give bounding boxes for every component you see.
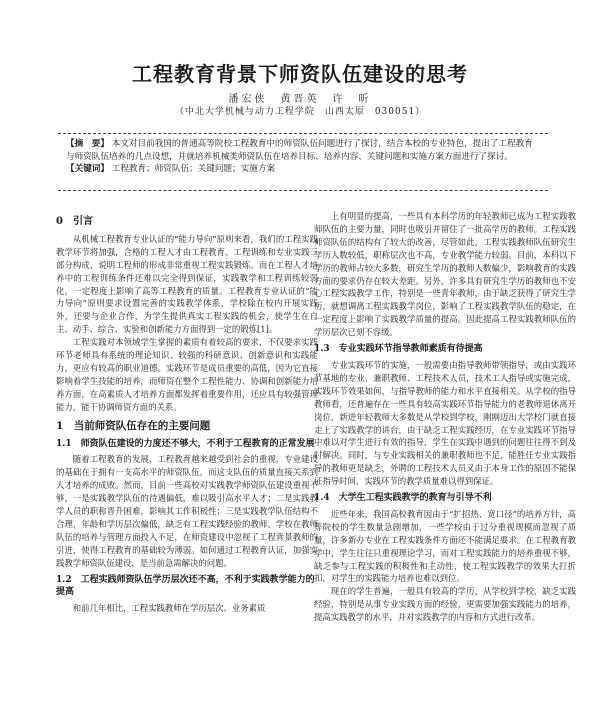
section-1-2-paragraph: 和前几年相比，工程实践教师在学历层次、业务素质 xyxy=(72,603,266,614)
paper-affiliation: （中北大学机械与动力工程学院 山西太原 030051） xyxy=(174,107,426,117)
section-0-paragraph-2: 工程实践对本领域学生掌握的素质有着较高的要求，不仅要求实践环节老师具有系统的理论知识、较强的科研意识、创新意识和实践能力，更应有较高的职业道德。实践环节是成员重要的高低，因为它直接影响着学生技能的培养，而师资在整个工程性能力、协调和创新能力培养方面，在高素质人才培养方面都发挥着重要作用，还应具有较强管理能力，能干协调师资方面的关系。 xyxy=(56,337,318,412)
abstract-box xyxy=(58,133,548,191)
keywords-paragraph xyxy=(66,163,540,176)
keywords-label: 【关键词】 xyxy=(66,164,109,174)
abstract-text: 本文对目前我国的普通高等院校工程教育中的师资队伍问题进行了探讨，结合本校的专业特色，提出了工程教育与师资队伍培养的几点设想，并就培养机械类师资队伍在培养目标、培养内容、关键问题和实施方案方面进行了探讨。 xyxy=(66,139,533,162)
paper-title: 工程教育背景下师资队伍建设的思考 xyxy=(132,62,468,86)
right-column-continuation: 上有明显的提高，一些具有本科学历的年轻教师已成为工程实践教师队伍的主要力量，同时也吸引并留住了一批高学历的教师。工程实践师资队伍的结构有了较大的改善，尽管如此，工程实践教师队伍研究生学历人数较低，职称层次也不高，专业教学能力较弱。目前，本科以下学历的教师占较大多数，研究生学历的教师人数偏少，影响教育的实践方面的要求仍存在较大差距。另外，许多具有研究生学历的教师也不安心工程实践教学工作，特别是一些青年教师，由于缺乏获得了研究生学历，就想调离工程实践教学岗位，影响了工程实践教学队伍的稳定，在一定程度上影响了实践教学质量的提高。因此提高工程实践教师队伍的学历层次已刻不容缓。 xyxy=(314,211,576,338)
section-1-3-paragraph: 专业实践环节的实施，一般需要由指导教师带领指导，或由实践环节基地的专业、兼职教师、工程技术人员，技术工人指导或实施完成，实践环节效果如何，与指导教师的能力和水平直接相关。从学校的指导教师看，还普遍存在一些具有较高实践环节指导能力的老教师退休离开岗位，新进年轻教师大多数是从学校到学校，刚刚迈出大学校门就直接走上了实践教学的讲台，由于缺乏工程实践经历，在专业实践环节指导中难以对学生进行有效的指导，学生在实践中遇到的问题往往得不到及时解决。同时，与专业实践相关的兼职教师也不足，能胜任专业实践指导的教师更是缺乏，外聘的工程技术人员又由于本身工作的原因不能保证指导时间，实践环节的教学质量难以得到保证。 xyxy=(314,359,576,487)
section-1-4-heading: 1.4 大学生工程实践教学的教育与引导不利 xyxy=(314,493,492,504)
abstract-paragraph xyxy=(66,138,540,163)
section-1-1-paragraph: 随着工程教育的发展，工程教育越来越受到社会的重视，专业建设的基础在于拥有一支高水平的师资队伍，而这支队伍的质量直接关系到人才培养的成败。然而，目前一些高校对实践教学师资队伍建设重视不够，一是实践教学队伍的待遇偏低，难以吸引高水平人才；二是实践教学人员的职称晋升困难，影响其工作积极性；三是实践教学队伍结构不合理，年龄和学历层次偏低，缺乏有工程实践经验的教师。学校在教师队伍的培养与管理方面投入不足，在师资建设中忽视了工程背景教师的引进，使得工程教育的基础较为薄弱。如何通过工程教育认证，加强实践教学师资队伍建设，是当前急需解决的问题。 xyxy=(56,454,318,568)
section-0-heading: 0 引言 xyxy=(56,216,93,227)
section-1-3-heading: 1.3 专业实践环节指导教师素质有待提高 xyxy=(314,344,483,355)
left-column xyxy=(56,210,318,615)
paper-authors: 潘宏侠 黄晋英 许 昕 xyxy=(228,94,372,105)
abstract-label: 【摘 要】 xyxy=(66,139,109,149)
section-1-2-heading: 1.2 工程实践师资队伍学历层次还不高，不利于实践教学能力的提高 xyxy=(56,574,315,598)
section-1-4-paragraph-1: 近些年来，我国高校教育因由于“扩招热、宽口径”的培养方针，高等院校的学生数量急剧增加，一些学校由于过分重视规模而忽视了质量，许多新办专业在工程实践条件方面还不能满足要求。在工程教育教学中，学生往往只重视理论学习，而对工程实践能力的培养重视不够，缺乏参与工程实践的积极性和主动性，使工程实践教学的效果大打折扣，对学生的实践能力培养也难以到位。 xyxy=(314,508,576,584)
section-1-heading: 1 当前师资队伍存在的主要问题 xyxy=(56,419,211,432)
right-column xyxy=(314,210,576,624)
section-0-paragraph-1: 从机械工程教育专业认证的“能力导向”原则来看，我们的工程实践教学环节将加强，合格的工程人才由工程教育、工程训练和专业实践三部分构成，说明工程师的形成非常重视工程实践锻炼。而在工程人才培养中的工程训练条件还难以完全得到保证，实践教学和工程训练较弱化，一定程度上影响了高等工程教育的质量。工程教育专业认证的“能力导向”原则要求设置完善的实践教学体系，学校除在校内开展实践外，还要与企业合作，为学生提供真实工程实践的机会，使学生在自主、动手、综合、实验和创新能力方面得到一定的锻炼[1]。 xyxy=(56,233,318,335)
keywords-text: 工程教育；师资队伍；关键问题；实施方案 xyxy=(111,164,276,174)
section-1-1-heading: 1.1 师资队伍建设的力度还不够大，不利于工程教育的正常发展 xyxy=(56,438,315,449)
section-1-4-paragraph-2: 现在的学生普遍，一般具有较高的学历，从学校到学校，缺乏实践经验，特别是从事专业实践方面的经验，更需要加强实践能力的培养，提高实践教学的水平，并对实践教学的内容和方式进行改革。 xyxy=(314,586,576,623)
